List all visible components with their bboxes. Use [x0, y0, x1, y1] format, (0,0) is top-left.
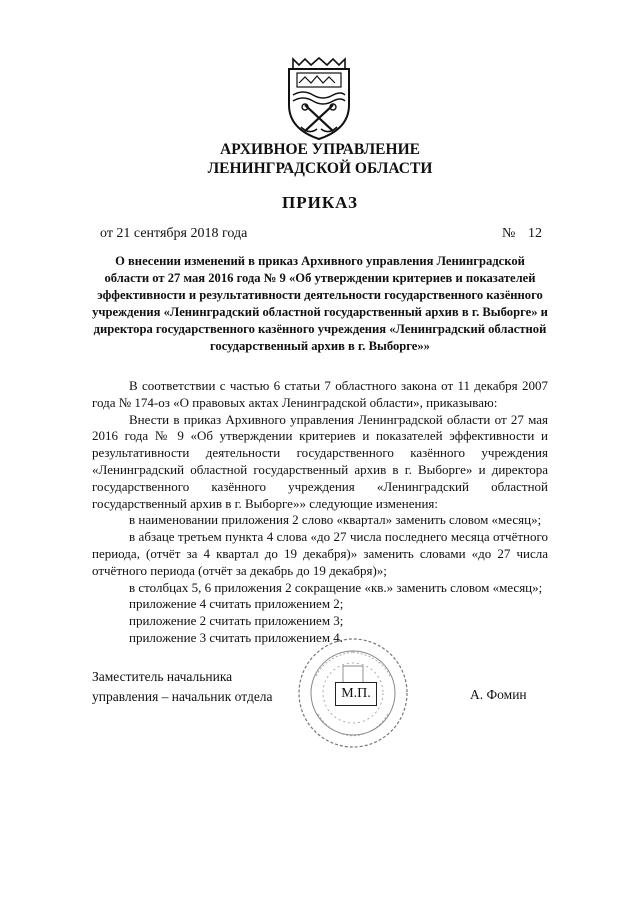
signer-position-line-2: управления – начальник отдела — [92, 689, 273, 704]
document-subject: О внесении изменений в приказ Архивного управления Ленинградской области от 27 мая 2016 года № 9 «Об утверждении критериев и показателей эффективности и результативности деятельности государственного казённого учреждения «Ленинградский областной государственный архив в г. Выборге» и директора государственного казённого учреждения «Ленинградский областной государственный архив в г. Выборге»» — [92, 254, 548, 353]
number-sign: № — [502, 226, 516, 241]
list-item: приложение 3 считать приложением 4. — [129, 629, 344, 645]
list-item: в столбцах 5, 6 приложения 2 сокращение «кв.» заменить словом «месяц»; — [129, 579, 543, 595]
list-item: приложение 4 считать приложением 2; — [129, 596, 344, 612]
organization-name — [0, 140, 640, 178]
signer-position — [92, 667, 273, 707]
paragraph-order: Внести в приказ Архивного управления Ленинградской области от 27 мая 2016 года № 9 «Об утверждении критериев и показателей эффективности и результативности деятельности государственного казённого учреждения «Ленинградский областной государственный архив в г. Выборге» и директора государственного казённого учреждения «Ленинградский областной государственный архив в г. Выборге»» следующие изменения: — [92, 411, 548, 511]
document-body — [92, 378, 548, 647]
org-line-1: АРХИВНОЕ УПРАВЛЕНИЕ — [220, 141, 420, 158]
list-item: в наименовании приложения 2 слово «квартал» заменить словом «месяц»; — [129, 512, 542, 528]
document-number: 12 — [528, 226, 542, 241]
signer-name: А. Фомин — [470, 687, 527, 702]
document-date: от 21 сентября 2018 года — [100, 226, 248, 241]
stamp-placeholder-label: М.П. — [335, 682, 377, 706]
signer-position-line-1: Заместитель начальника — [92, 669, 233, 684]
list-item: в абзаце третьем пункта 4 слова «до 27 числа последнего месяца отчётного периода, (отчёт за 4 квартал до 19 декабря)» заменить словами «до 27 числа отчётного периода (отчёт за декабрь до 19 декабря)»; — [92, 529, 548, 578]
org-line-2: ЛЕНИНГРАДСКОЙ ОБЛАСТИ — [207, 160, 433, 177]
paragraph-preamble: В соответствии с частью 6 статьи 7 областного закона от 11 декабря 2007 года № 174-оз «О правовых актах Ленинградской области», приказываю: — [92, 378, 548, 410]
coat-of-arms-icon — [283, 55, 355, 141]
document-title: ПРИКАЗ — [282, 193, 358, 212]
list-item: приложение 2 считать приложением 3; — [129, 613, 344, 629]
